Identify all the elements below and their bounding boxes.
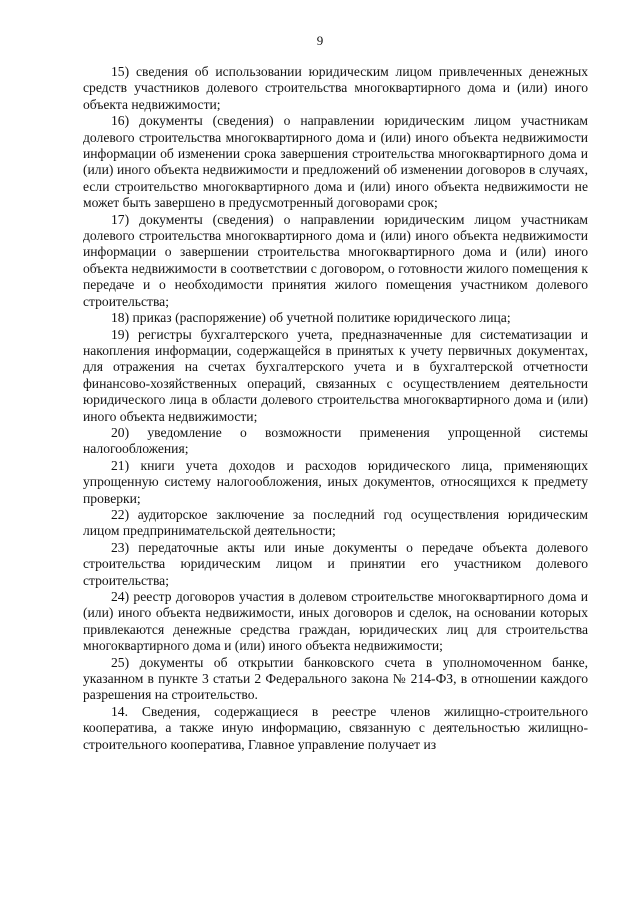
document-body	[83, 64, 588, 753]
page-number: 9	[316, 33, 324, 48]
paragraph-section-14: 14. Сведения, содержащиеся в реестре членов жилищно-строительного кооператива, а также иную информацию, связанную с деятельностью жилищно-строительного кооператива, Главное управление получает из	[83, 703, 588, 752]
paragraph-item-25: 25) документы об открытии банковского счета в уполномоченном банке, указанном в пункте 3 статьи 2 Федерального закона № 214-ФЗ, в отношении каждого разрешения на строительство.	[83, 654, 588, 703]
paragraph-item-21: 21) книги учета доходов и расходов юридического лица, применяющих упрощенную систему налогообложения, иных документов, относящихся к предмету проверки;	[83, 457, 588, 506]
paragraph-item-19: 19) регистры бухгалтерского учета, предназначенные для систематизации и накопления информации, содержащейся в принятых к учету первичных документах, для отражения на счетах бухгалтерского учета и в бухгалтерской отчетности финансово-хозяйственных операций, связанных с осуществлением деятельности юридического лица в области долевого строительства многоквартирного дома и (или) иного объекта недвижимости;	[83, 326, 588, 424]
paragraph-item-24: 24) реестр договоров участия в долевом строительстве многоквартирного дома и (или) иного объекта недвижимости, иных договоров и сделок, на основании которых привлекаются денежные средства граждан, юридических лиц для строительства многоквартирного дома и (или) иного объекта недвижимости;	[83, 589, 588, 654]
paragraph-item-16: 16) документы (сведения) о направлении юридическим лицом участникам долевого строительства многоквартирного дома и (или) иного объекта недвижимости информации об изменении срока завершения строительства многоквартирного дома и (или) иного объекта недвижимости и предложений об изменении договоров в случаях, если строительство многоквартирного дома и (или) иного объекта недвижимости не может быть завершено в предусмотренный договорами срок;	[83, 113, 588, 211]
paragraph-item-17: 17) документы (сведения) о направлении юридическим лицом участникам долевого строительства многоквартирного дома и (или) иного объекта недвижимости информации о завершении строительства многоквартирного дома и (или) иного объекта недвижимости в соответствии с договором, о готовности жилого помещения к передаче и о необходимости принятия жилого помещения участником долевого строительства;	[83, 211, 588, 309]
paragraph-item-15: 15) сведения об использовании юридическим лицом привлеченных денежных средств участников долевого строительства многоквартирного дома и (или) иного объекта недвижимости;	[83, 64, 588, 112]
paragraph-item-18: 18) приказ (распоряжение) об учетной политике юридического лица;	[111, 310, 511, 326]
paragraph-item-22: 22) аудиторское заключение за последний год осуществления юридическим лицом предпринимательской деятельности;	[83, 506, 588, 539]
paragraph-item-20: 20) уведомление о возможности применения упрощенной системы налогообложения;	[83, 424, 588, 457]
paragraph-item-23: 23) передаточные акты или иные документы о передаче объекта долевого строительства юридическим лицом и принятии его участником долевого строительства;	[83, 539, 588, 588]
